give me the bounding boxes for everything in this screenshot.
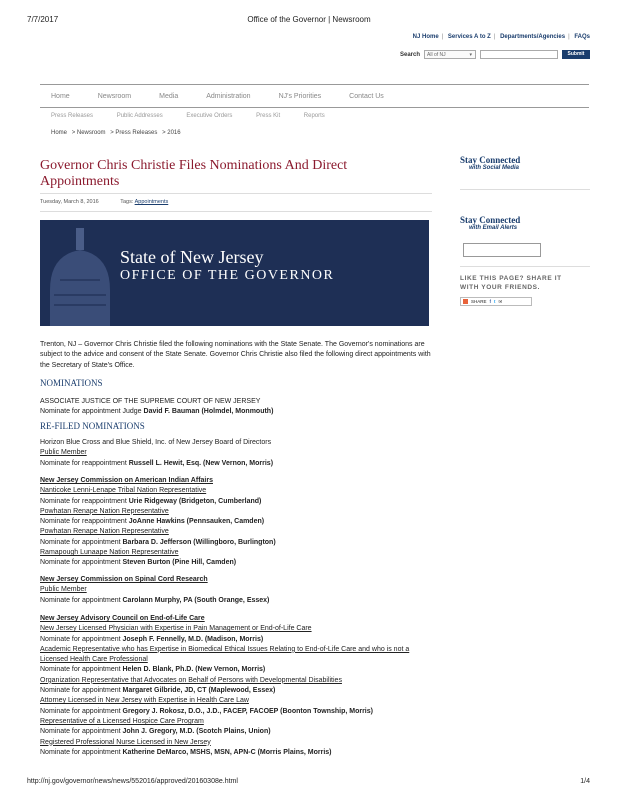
article-date: Tuesday, March 8, 2016 [40, 199, 99, 205]
nominations-list: ASSOCIATE JUSTICE OF THE SUPREME COURT OF NEW JERSEY Nominate for appointment Judge David F. Bauman (Holmdel, Monmouth) [40, 398, 274, 416]
stay-connected-social [460, 155, 520, 171]
refiled-list: Horizon Blue Cross and Blue Shield, Inc. of New Jersey Board of Directors Public Member Nominate for reappointment Russell L. Hewit, Esq. (New Vernon, Morris) [40, 439, 274, 467]
breadcrumb-press-releases[interactable]: > Press Releases [110, 130, 158, 136]
search-scope-select[interactable]: All of NJ ▾ [424, 50, 476, 59]
divider [40, 193, 432, 194]
divider [460, 266, 590, 267]
stay-connected-title: Stay Connected [460, 215, 521, 225]
main-nav [40, 84, 589, 108]
section-refiled: RE-FILED NOMINATIONS [40, 421, 145, 431]
breadcrumb-newsroom[interactable]: > Newsroom [71, 130, 106, 136]
subnav-press-kit[interactable]: Press Kit [256, 113, 281, 119]
breadcrumb-2016[interactable]: > 2016 [162, 130, 181, 136]
stay-connected-title: Stay Connected [460, 155, 521, 165]
divider [460, 189, 590, 190]
print-date: 7/7/2017 [27, 15, 59, 24]
nav-media[interactable]: Media [159, 92, 179, 100]
share-prompt: LIKE THIS PAGE? SHARE IT WITH YOUR FRIENDS. [460, 275, 562, 291]
facebook-icon: f [489, 299, 492, 304]
share-icon [463, 299, 468, 304]
stay-connected-email [460, 215, 520, 231]
search-bar [400, 50, 590, 59]
print-url: http://nj.gov/governor/news/news/552016/approved/20160308e.html [27, 778, 238, 785]
print-title: Office of the Governor | Newsroom [247, 15, 371, 24]
chevron-down-icon: ▾ [469, 52, 472, 58]
indian-affairs-list: New Jersey Commission on American Indian Affairs Nanticoke Lenni-Lenape Tribal Nation Representative Nominate for reappointment Urie Ridgeway (Bridgeton, Cumberland) Powhatan Renape Nation Representative Nominate for reappointment JoAnne Hawkins (Pennsauken, Camden) Powhatan Renape Nation Representative Nominate for appointment Barbara D. Jefferson (Willingboro, Burlington) Ramapough Lunaape Nation Representative Nominate for appointment Steven Burton (Pine Hill, Camden) [40, 477, 276, 567]
subnav-executive-orders[interactable]: Executive Orders [186, 113, 233, 119]
top-links: NJ Home | Services A to Z | Departments/Agencies | FAQs [412, 34, 590, 40]
divider [40, 211, 432, 212]
tag-appointments-link[interactable]: Appointments [134, 199, 169, 205]
article-meta [40, 199, 168, 205]
sub-nav [51, 113, 347, 119]
nav-administration[interactable]: Administration [206, 92, 251, 100]
top-link-faqs[interactable]: FAQs [574, 34, 590, 40]
governor-banner [40, 220, 429, 326]
breadcrumb [51, 130, 184, 136]
subnav-press-releases[interactable]: Press Releases [51, 113, 94, 119]
email-icon: ✉ [498, 298, 503, 304]
banner-office-text: OFFICE OF THE GOVERNOR [120, 268, 335, 283]
tags-label: Tags: [120, 199, 134, 205]
end-of-life-list: New Jersey Advisory Council on End-of-Life Care New Jersey Licensed Physician with Expertise in Pain Management or End-of-Life Care Nominate for appointment Joseph F. Fennelly, M.D. (Madison, Morris) Academic Representative who has Expertise in Biomedical Ethical Issues Relating to End-of-Life Care and who is not a Licensed Health Care Professional Nominate for appointment Helen D. Blank, Ph.D. (New Vernon, Morris) Organization Representative that Advocates on Behalf of Persons with Developmental Disabilities Nominate for appointment Margaret Gilbride, JD, CT (Maplewood, Essex) Attorney Licensed in New Jersey with Expertise in Health Care Law Nominate for appointment Gregory J. Rokosz, D.O., J.D., FACEP, FACOEP (Boonton Township, Morris) Representative of a Licensed Hospice Care Program Nominate for appointment John J. Gregory, M.D. (Scotch Plains, Union) Registered Professional Nurse Licensed in New Jersey Nominate for appointment Katherine DeMarco, MSHS, MSN, APN-C (Morris Plains, Morris) [40, 615, 410, 756]
article-intro: Trenton, NJ – Governor Chris Christie filed the following nominations with the State Senate. The Governor's nominations are subject to the advice and consent of the State Senate. Governor Chris Christie also filed the following direct appointments with the Secretary of State's Office. [40, 341, 431, 369]
page-number: 1/4 [580, 778, 590, 785]
spinal-cord-list: New Jersey Commission on Spinal Cord Research Public Member Nominate for appointment Carolann Murphy, PA (South Orange, Essex) [40, 576, 270, 604]
breadcrumb-home[interactable]: Home [51, 130, 68, 136]
search-submit-button[interactable]: Submit [562, 50, 590, 59]
section-nominations: NOMINATIONS [40, 378, 103, 388]
top-link-services[interactable]: Services A to Z [447, 34, 491, 40]
email-alerts-link[interactable]: with Email Alerts [469, 225, 518, 231]
nav-contact[interactable]: Contact Us [349, 92, 384, 100]
social-media-link[interactable]: with Social Media [469, 165, 520, 171]
share-button[interactable] [460, 297, 532, 306]
nav-priorities[interactable]: NJ's Priorities [278, 92, 322, 100]
subnav-public-addresses[interactable]: Public Addresses [116, 113, 163, 119]
search-input[interactable] [480, 50, 558, 59]
top-link-departments[interactable]: Departments/Agencies [500, 34, 566, 40]
page-title: Governor Chris Christie Files Nominations And Direct Appointments [40, 158, 348, 189]
banner-state-text: State of New Jersey [120, 247, 264, 267]
nav-newsroom[interactable]: Newsroom [97, 92, 132, 100]
search-label: Search [399, 51, 420, 58]
share-label: SHARE [471, 299, 487, 304]
top-link-nj-home[interactable]: NJ Home [412, 34, 439, 40]
subnav-reports[interactable]: Reports [303, 113, 325, 119]
twitter-icon: t [494, 299, 496, 304]
email-alert-input[interactable] [463, 243, 541, 257]
nav-home[interactable]: Home [51, 92, 70, 100]
